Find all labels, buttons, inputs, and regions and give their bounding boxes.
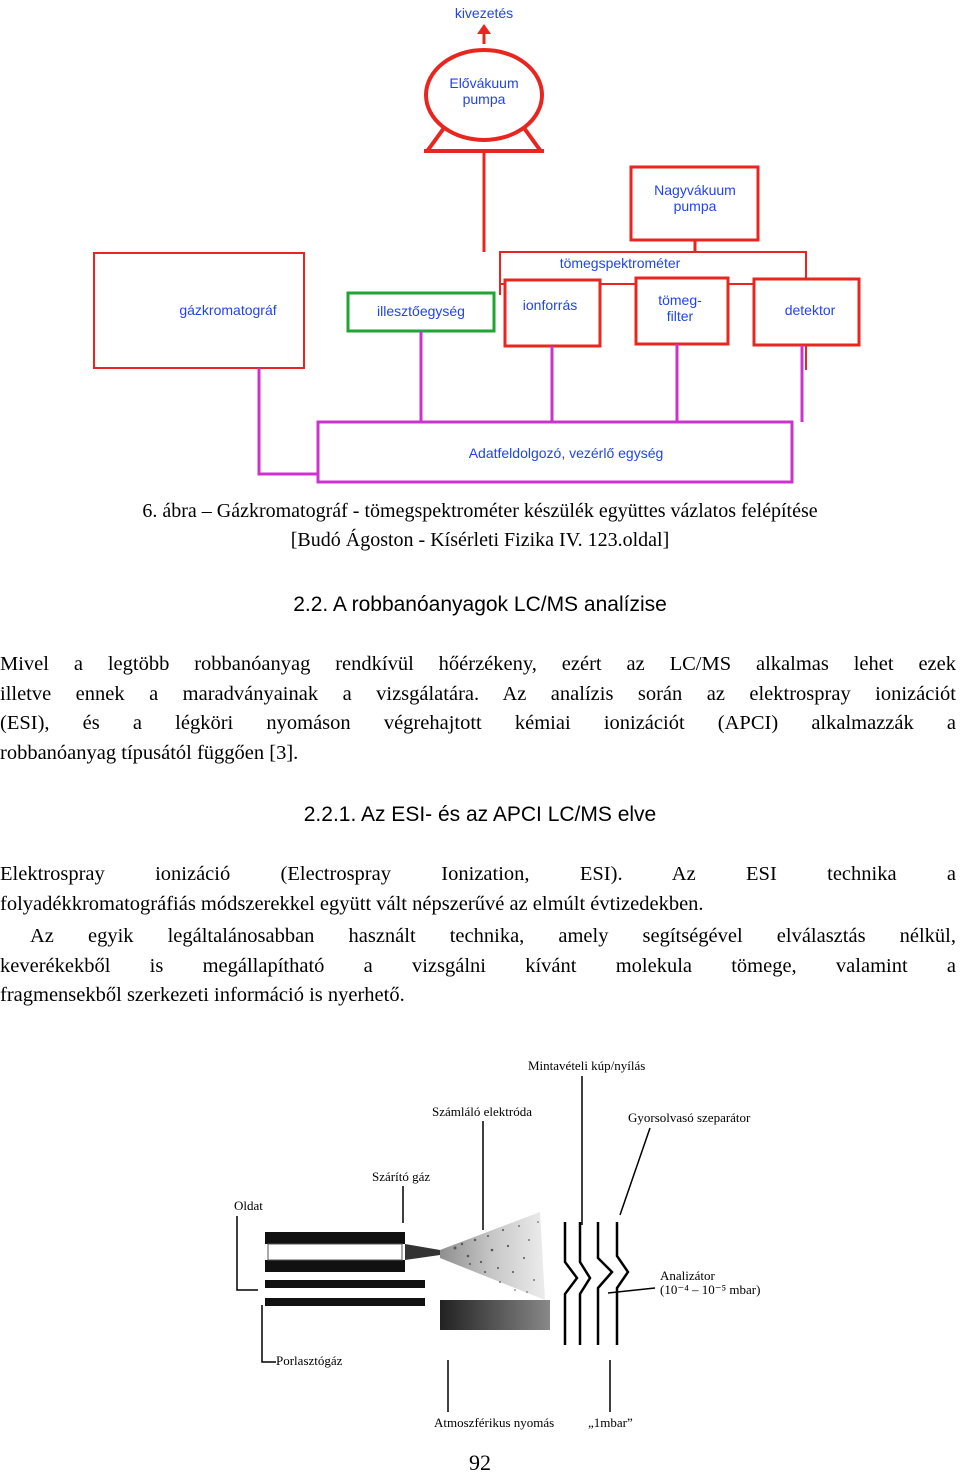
paragraph-3-line: fragmensekből szerkezeti információ is nyerhető. — [0, 984, 405, 1007]
nagyvakuum-pump — [631, 167, 758, 240]
label-adatfeldolgozo: Adatfeldolgozó, vezérlő egység — [468, 445, 664, 461]
label-elovakuum-2: pumpa — [462, 91, 506, 107]
label-oldat: Oldat — [234, 1198, 263, 1213]
label-kivezetes: kivezetés — [454, 5, 514, 21]
label-gyorsolvaso: Gyorsolvasó szeparátor — [628, 1110, 751, 1125]
ionforras-box — [505, 280, 600, 346]
label-szarito: Szárító gáz — [372, 1169, 431, 1184]
paragraph-2-line: folyadékkromatográfiás módszerekkel együtt vált népszerűvé az elmúlt évtizedekben. — [0, 892, 704, 915]
label-ionforras: ionforrás — [522, 297, 578, 313]
label-porlasztogaz: Porlasztógáz — [276, 1353, 343, 1368]
paragraph-1-line: robbanóanyag típusától függően [3]. — [0, 741, 299, 764]
figure-caption — [0, 497, 960, 555]
caption-line-2: [Budó Ágoston - Kísérleti Fizika IV. 123.oldal] — [290, 529, 670, 551]
label-tomegfilter-2: filter — [666, 308, 694, 324]
capillary-tube — [265, 1232, 440, 1306]
paragraph-2-line: Elektrospray ionizáció (Electrospray Ionization, ESI). Az ESI technika a — [0, 863, 956, 885]
gcms-diagram — [0, 0, 960, 490]
label-nagyvakuum-1: Nagyvákuum — [654, 182, 736, 198]
paragraph-1-line: illetve ennek a maradványainak a vizsgálatára. Az analízis során az elektrospray ionizációt — [0, 682, 956, 705]
label-elovakuum-1: Elővákuum — [449, 75, 519, 91]
label-mbar: „1mbar” — [588, 1415, 633, 1430]
esi-diagram — [0, 1040, 960, 1445]
label-nagyvakuum-2: pumpa — [673, 198, 717, 214]
subsection-heading: 2.2.1. Az ESI- és az APCI LC/MS elve — [303, 803, 657, 826]
paragraph-1 — [0, 650, 956, 768]
label-illesztoegyseg: illesztőegység — [377, 303, 465, 319]
page-number: 92 — [469, 1450, 491, 1475]
paragraph-3-line: Az egyik legáltalánosabban használt technika, amely segítségével elválasztás nélkül, — [30, 925, 956, 947]
label-gazkromatograf: gázkromatográf — [179, 302, 277, 318]
label-mintaveteli: Mintavételi kúp/nyílás — [528, 1058, 646, 1073]
paragraph-3 — [0, 922, 956, 1011]
paragraph-2 — [0, 860, 956, 919]
label-szamlalo: Számláló elektróda — [432, 1104, 532, 1119]
label-tomegspektrometer: tömegspektrométer — [559, 255, 681, 271]
spray-plume — [440, 1212, 545, 1300]
label-analizator: Analizátor — [660, 1268, 715, 1283]
section-heading: 2.2. A robbanóanyagok LC/MS analízise — [293, 593, 667, 616]
label-tomegfilter-1: tömeg- — [658, 292, 702, 308]
label-detektor: detektor — [784, 302, 836, 318]
caption-line-1: 6. ábra – Gázkromatográf - tömegspektrométer készülék együttes vázlatos felépítése — [142, 500, 818, 522]
label-atmoszferikus: Atmoszférikus nyomás — [434, 1415, 555, 1430]
sampling-cones — [565, 1222, 628, 1345]
label-pressure: (10⁻⁴ – 10⁻⁵ mbar) — [660, 1282, 761, 1297]
paragraph-1-line: Mivel a legtöbb robbanóanyag rendkívül hőérzékeny, ezért az LC/MS alkalmas lehet ezek — [0, 653, 956, 675]
paragraph-3-line: keverékekből is megállapítható a vizsgálni kívánt molekula tömege, valamint a — [0, 954, 956, 977]
counter-electrode — [440, 1300, 550, 1330]
elovakuum-pump — [424, 50, 544, 151]
paragraph-1-line: (ESI), és a légköri nyomáson végrehajtott kémiai ionizációt (APCI) alkalmazzák a — [0, 712, 956, 735]
